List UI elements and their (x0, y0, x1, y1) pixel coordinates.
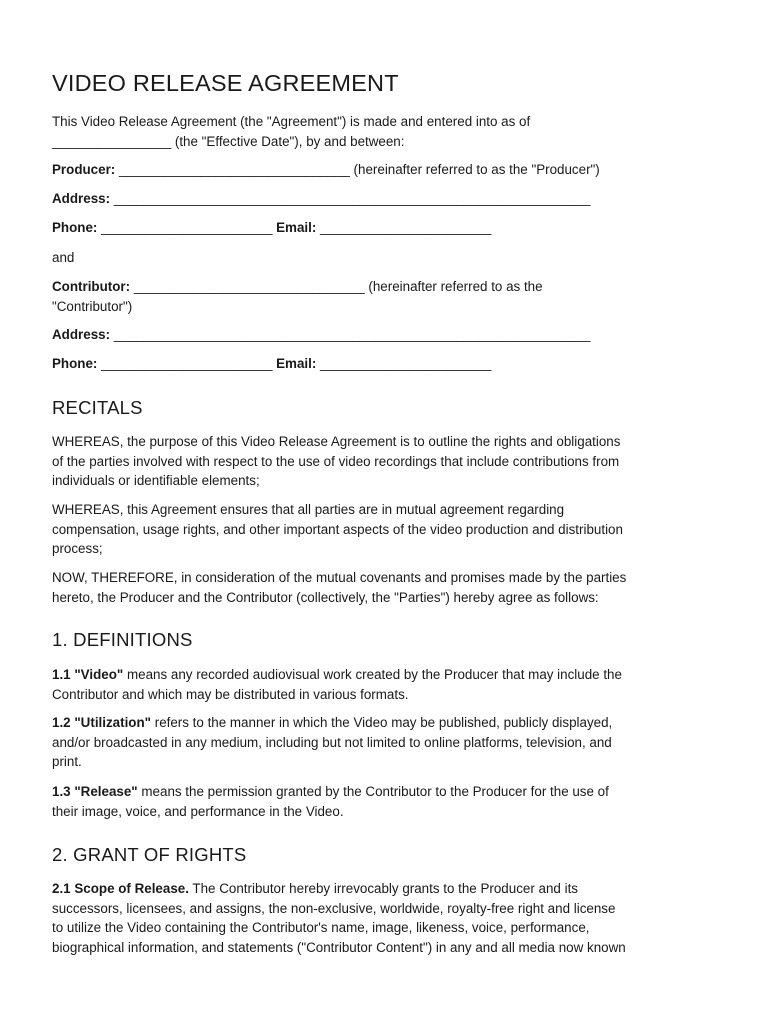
recitals-heading: RECITALS (52, 397, 143, 418)
definition-1-1-label: 1.1 "Video" (52, 667, 124, 682)
document-title: VIDEO RELEASE AGREEMENT (52, 70, 399, 96)
recitals-paragraph-2 (52, 500, 727, 559)
contributor-address-line (52, 325, 727, 345)
producer-contact-line (52, 218, 727, 238)
text-line: Contributor and which may be distributed in various formats. (52, 686, 409, 702)
intro-line-2: ________________ (the "Effective Date"), by and between: (52, 133, 405, 149)
definitions-heading: 1. DEFINITIONS (52, 629, 193, 650)
contributor-address-field: ________________________________________________________________ (110, 327, 591, 342)
text-line: individuals or identifiable elements; (52, 473, 260, 488)
text-line: their image, voice, and performance in the Video. (52, 803, 344, 819)
text-line: of the parties involved with respect to the use of video recordings that include contributions from (52, 453, 620, 469)
producer-address-field: ________________________________________________________________ (110, 191, 591, 206)
definition-1-3-text: means the permission granted by the Contributor to the Producer for the use of (137, 784, 609, 799)
contributor-phone-field: _______________________ (97, 356, 277, 371)
producer-line (52, 160, 727, 180)
grant-2-1-label: 2.1 Scope of Release. (52, 881, 189, 896)
definition-1-2-text: refers to the manner in which the Video may be published, publicly displayed, (151, 715, 613, 730)
producer-label: Producer: (52, 162, 116, 177)
contributor-email-field: _______________________ (316, 356, 492, 371)
text-line: biographical information, and statements ("Contributor Content") in any and all media now known (52, 939, 626, 955)
contributor-field: _______________________________ (hereinafter referred to as the (130, 279, 543, 294)
and-text: and (52, 250, 75, 265)
producer-email-field: _______________________ (316, 220, 492, 235)
producer-address-line (52, 189, 727, 209)
definition-1-3-label: 1.3 "Release" (52, 784, 138, 799)
definition-1-2-label: 1.2 "Utilization" (52, 715, 152, 730)
text-line: WHEREAS, the purpose of this Video Release Agreement is to outline the rights and obligations (52, 434, 621, 449)
recitals-paragraph-1 (52, 432, 727, 491)
producer-email-label: Email: (276, 220, 317, 235)
text-line: and/or broadcasted in any medium, including but not limited to online platforms, television, and (52, 734, 612, 750)
definition-1-3 (52, 782, 727, 821)
intro-line-1: This Video Release Agreement (the "Agreement") is made and entered into as of (52, 114, 531, 129)
contributor-email-label: Email: (276, 356, 317, 371)
recitals-paragraph-3 (52, 568, 727, 607)
grant-heading: 2. GRANT OF RIGHTS (52, 844, 247, 865)
text-line: to utilize the Video containing the Contributor's name, image, likeness, voice, performance, (52, 920, 590, 935)
contributor-block (52, 277, 727, 316)
text-line (52, 713, 727, 733)
text-line: hereto, the Producer and the Contributor (collectively, the "Parties") hereby agree as follows: (52, 589, 599, 605)
producer-field: _______________________________ (hereinafter referred to as the "Producer") (115, 162, 600, 177)
contributor-phone-label: Phone: (52, 356, 98, 371)
text-line: compensation, usage rights, and other important aspects of the video production and distribution (52, 521, 623, 537)
text-line (52, 879, 727, 899)
contributor-label: Contributor: (52, 279, 131, 294)
definition-1-2 (52, 713, 727, 772)
contributor-line-2: "Contributor") (52, 298, 133, 314)
grant-2-1-text: The Contributor hereby irrevocably grants to the Producer and its (188, 881, 578, 896)
text-line (52, 782, 727, 802)
producer-phone-field: _______________________ (97, 220, 277, 235)
text-line: WHEREAS, this Agreement ensures that all parties are in mutual agreement regarding (52, 502, 565, 517)
grant-2-1 (52, 879, 727, 957)
producer-phone-label: Phone: (52, 220, 98, 235)
contributor-contact-line (52, 354, 727, 374)
contributor-line (52, 277, 727, 297)
text-line: print. (52, 754, 82, 769)
text-line: process; (52, 541, 103, 556)
text-line: NOW, THEREFORE, in consideration of the mutual covenants and promises made by the parties (52, 570, 627, 585)
definition-1-1-text: means any recorded audiovisual work created by the Producer that may include the (123, 667, 622, 682)
producer-address-label: Address: (52, 191, 111, 206)
text-line (52, 665, 727, 685)
definition-1-1 (52, 665, 727, 704)
intro-paragraph (52, 112, 727, 151)
contributor-address-label: Address: (52, 327, 111, 342)
text-line: successors, licensees, and assigns, the non-exclusive, worldwide, royalty-free right and license (52, 900, 616, 916)
